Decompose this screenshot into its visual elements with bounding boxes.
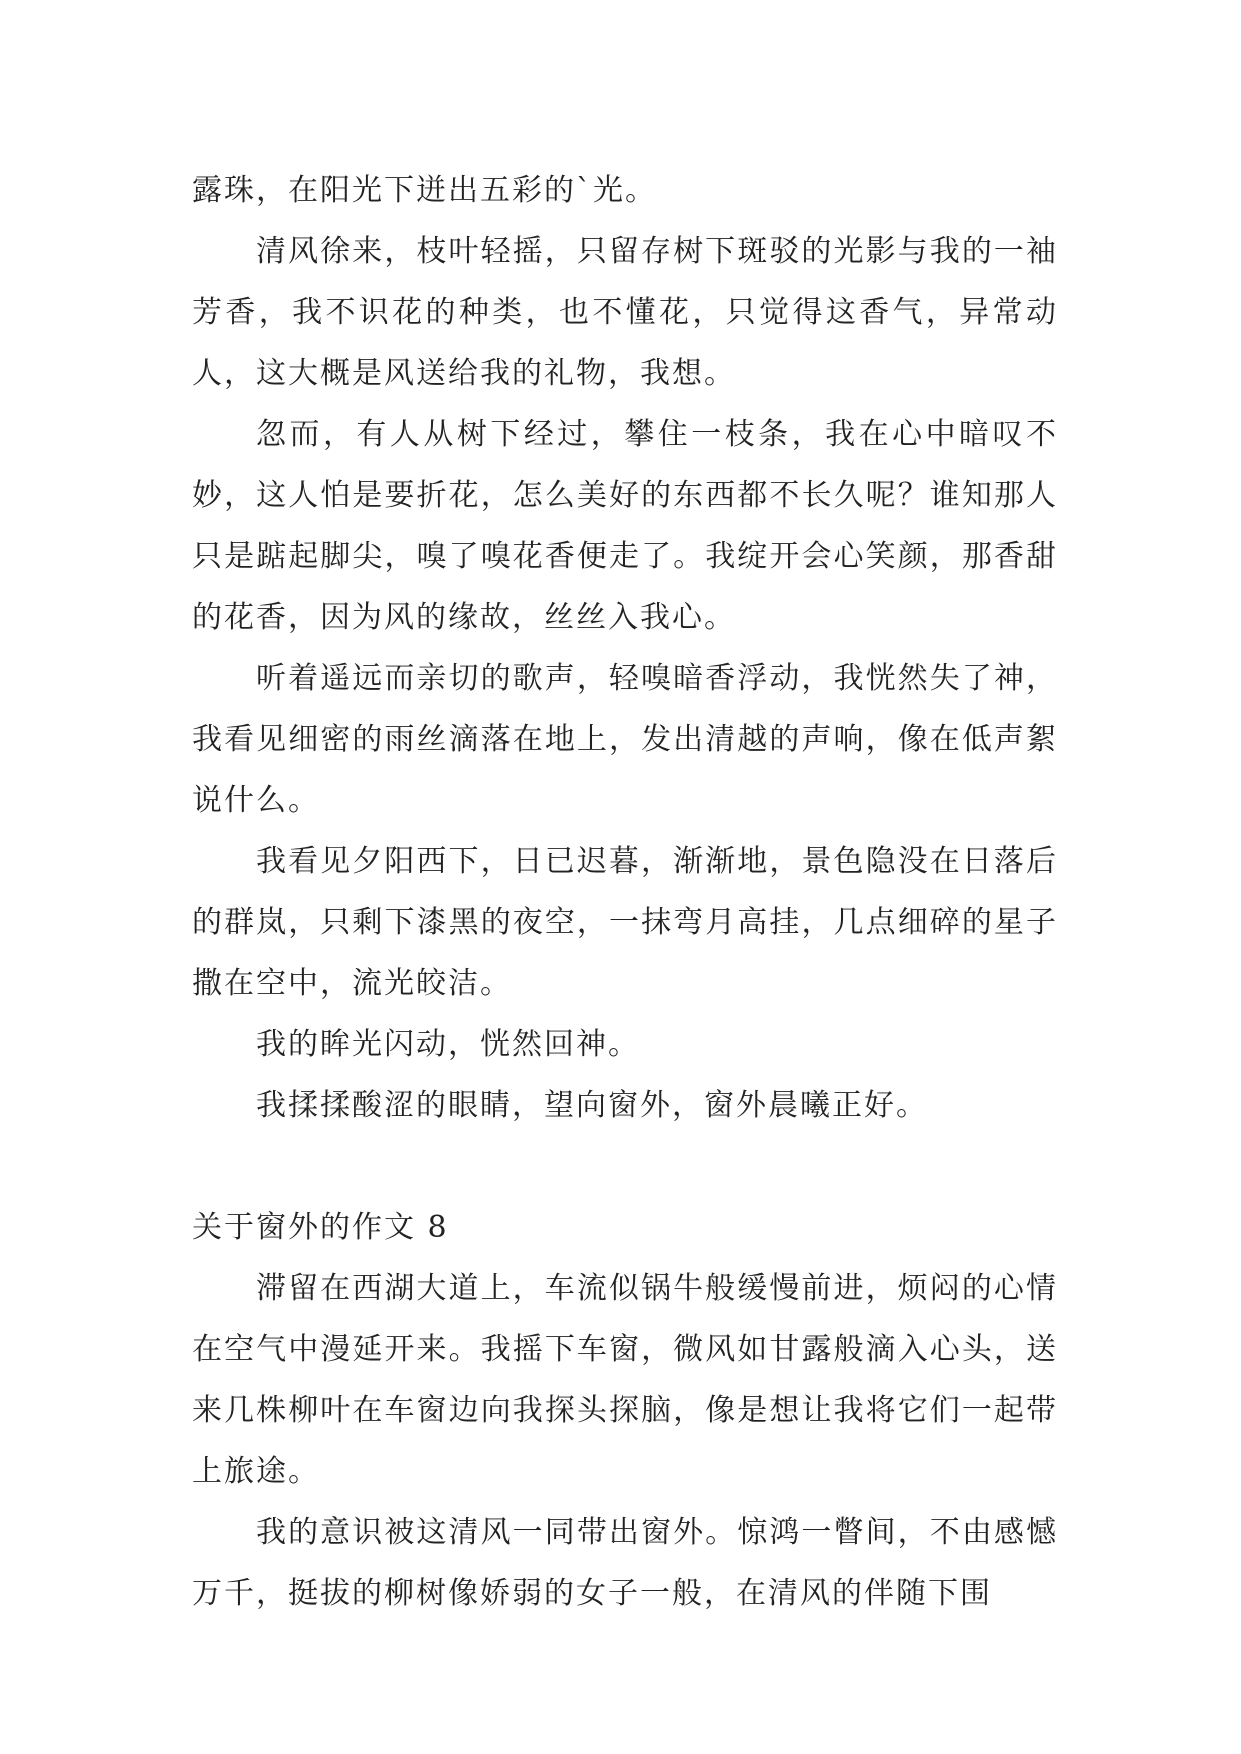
paragraph: 我的眸光闪动，恍然回神。 (256, 1027, 640, 1062)
paragraph: 我看见夕阳西下，日已迟暮，渐渐地，景色隐没在日落后的群岚，只剩下漆黑的夜空，一抹弯月高挂，几点细碎的星子撒在空中，流光皎洁。 (192, 844, 1058, 1001)
paragraph: 清风徐来，枝叶轻摇，只留存树下斑驳的光影与我的一袖芳香，我不识花的种类，也不懂花，只觉得这香气，异常动人，这大概是风送给我的礼物，我想。 (192, 234, 1058, 391)
document-body (192, 160, 1058, 1624)
section-heading: 关于窗外的作文 8 (192, 1210, 449, 1245)
paragraph: 我揉揉酸涩的眼睛，望向窗外，窗外晨曦正好。 (256, 1088, 928, 1123)
paragraph: 忽而，有人从树下经过，攀住一枝条，我在心中暗叹不妙，这人怕是要折花，怎么美好的东西都不长久呢？谁知那人只是踮起脚尖，嗅了嗅花香便走了。我绽开会心笑颜，那香甜的花香，因为风的缘故，丝丝入我心。 (192, 417, 1058, 635)
section-gap (192, 1136, 1058, 1197)
paragraph: 滞留在西湖大道上，车流似锅牛般缓慢前进，烦闷的心情在空气中漫延开来。我摇下车窗，微风如甘露般滴入心头，送来几株柳叶在车窗边向我探头探脑，像是想让我将它们一起带上旅途。 (192, 1271, 1058, 1489)
paragraph-continuation: 露珠，在阳光下迸出五彩的`光。 (192, 173, 657, 208)
paragraph: 我的意识被这清风一同带出窗外。惊鸿一瞥间，不由感憾万千，挺拔的柳树像娇弱的女子一般，在清风的伴随下围 (192, 1515, 1058, 1611)
paragraph: 听着遥远而亲切的歌声，轻嗅暗香浮动，我恍然失了神，我看见细密的雨丝滴落在地上，发出清越的声响，像在低声絮说什么。 (192, 661, 1058, 818)
